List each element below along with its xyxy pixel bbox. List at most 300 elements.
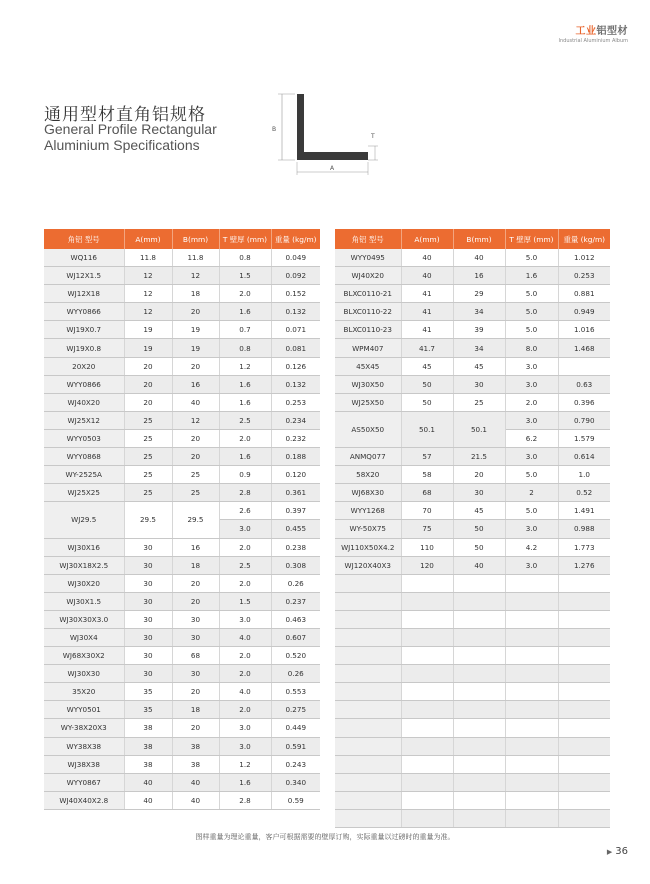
- cell-thickness: 4.0: [219, 628, 271, 646]
- cell-model: ANMQ077: [335, 448, 401, 466]
- cell-a: 30: [124, 665, 172, 683]
- table-row-empty: [335, 719, 610, 737]
- cell-b: [453, 628, 505, 646]
- cell-thickness: 0.9: [219, 466, 271, 484]
- cell-b: 40: [172, 773, 219, 791]
- cell-weight: 1.0: [558, 466, 610, 484]
- table-row-empty: [335, 737, 610, 755]
- cell-b: 20: [172, 683, 219, 701]
- cell-thickness: [505, 701, 558, 719]
- table-row: [44, 393, 320, 411]
- cell-model: [335, 701, 401, 719]
- cell-weight: 0.520: [271, 647, 320, 665]
- cell-b: 30: [453, 375, 505, 393]
- table-row: [44, 773, 320, 791]
- angle-profile-diagram: [268, 86, 388, 178]
- cell-b: [453, 755, 505, 773]
- page-title-en: [44, 121, 217, 153]
- cell-a: [401, 737, 453, 755]
- cell-model: WJ30X20: [44, 574, 124, 592]
- table-row: [44, 267, 320, 285]
- table-row: [44, 592, 320, 610]
- table-row: [44, 791, 320, 809]
- cell-a: 12: [124, 285, 172, 303]
- cell-b: 11.8: [172, 249, 219, 267]
- cell-thickness: 2.0: [219, 429, 271, 447]
- cell-thickness: 2.0: [219, 285, 271, 303]
- cell-a: 25: [124, 429, 172, 447]
- brand-name-en: Industrial Aluminium Album: [558, 38, 628, 44]
- col-header-a: A(mm): [124, 229, 172, 249]
- table-row: [335, 484, 610, 502]
- table-row-empty: [335, 592, 610, 610]
- cell-b: 25: [453, 393, 505, 411]
- cell-model: [335, 592, 401, 610]
- cell-a: 40: [124, 773, 172, 791]
- cell-weight: 0.52: [558, 484, 610, 502]
- table-row: [44, 755, 320, 773]
- cell-model: [335, 574, 401, 592]
- cell-a: 30: [124, 592, 172, 610]
- table-row-empty: [335, 791, 610, 809]
- cell-b: 30: [453, 484, 505, 502]
- cell-a: [401, 574, 453, 592]
- col-header-weight: 重量 (kg/m): [558, 229, 610, 249]
- cell-thickness: 2.0: [219, 538, 271, 556]
- page-number: [607, 846, 628, 857]
- cell-weight: [558, 737, 610, 755]
- cell-b: [453, 791, 505, 809]
- cell-a: 40: [401, 267, 453, 285]
- cell-thickness: 1.6: [219, 375, 271, 393]
- cell-weight: 1.491: [558, 502, 610, 520]
- table-row: [335, 556, 610, 574]
- cell-b: 29.5: [172, 502, 219, 538]
- col-header-thickness: T 壁厚 (mm): [219, 229, 271, 249]
- cell-b: 34: [453, 303, 505, 321]
- cell-weight: 0.396: [558, 393, 610, 411]
- cell-b: [453, 773, 505, 791]
- cell-b: 12: [172, 411, 219, 429]
- table-row: [44, 737, 320, 755]
- cell-a: [401, 719, 453, 737]
- table-row: [44, 683, 320, 701]
- cell-thickness: 3.0: [505, 411, 558, 429]
- cell-b: 20: [453, 466, 505, 484]
- cell-model: WJ30X1.5: [44, 592, 124, 610]
- cell-model: [335, 683, 401, 701]
- table-row: [335, 339, 610, 357]
- cell-thickness: 5.0: [505, 285, 558, 303]
- brand-accent-text: 工业: [575, 26, 597, 37]
- cell-a: [401, 628, 453, 646]
- cell-a: 11.8: [124, 249, 172, 267]
- cell-b: 18: [172, 285, 219, 303]
- cell-b: 30: [172, 628, 219, 646]
- cell-a: [401, 647, 453, 665]
- table-row-empty: [335, 809, 610, 827]
- cell-b: [453, 665, 505, 683]
- cell-b: 40: [453, 556, 505, 574]
- table-row-empty: [335, 701, 610, 719]
- cell-model: BLXC0110-21: [335, 285, 401, 303]
- table-row: [44, 502, 320, 520]
- cell-b: 20: [172, 429, 219, 447]
- cell-weight: [558, 683, 610, 701]
- cell-weight: [558, 628, 610, 646]
- cell-model: WJ25X12: [44, 411, 124, 429]
- page-title-en-line2: Aluminium Specifications: [44, 137, 200, 153]
- cell-weight: 0.081: [271, 339, 320, 357]
- cell-thickness: 3.0: [505, 375, 558, 393]
- cell-a: 41.7: [401, 339, 453, 357]
- cell-model: [335, 719, 401, 737]
- cell-b: [453, 647, 505, 665]
- cell-weight: [558, 592, 610, 610]
- page-title-cn: 通用型材直角铝规格: [44, 105, 206, 125]
- cell-a: 57: [401, 448, 453, 466]
- cell-b: [453, 610, 505, 628]
- cell-thickness: [505, 737, 558, 755]
- cell-model: [335, 665, 401, 683]
- cell-a: 40: [124, 791, 172, 809]
- cell-weight: 1.016: [558, 321, 610, 339]
- table-row: [44, 628, 320, 646]
- cell-model: WYY0503: [44, 429, 124, 447]
- cell-model: WY38X38: [44, 737, 124, 755]
- cell-a: 41: [401, 321, 453, 339]
- cell-weight: 0.253: [558, 267, 610, 285]
- spec-table-right: [335, 229, 610, 828]
- cell-a: 50: [401, 375, 453, 393]
- cell-model: WJ30X4: [44, 628, 124, 646]
- cell-model: WYY0501: [44, 701, 124, 719]
- cell-model: [335, 647, 401, 665]
- cell-weight: 0.238: [271, 538, 320, 556]
- cell-a: 30: [124, 610, 172, 628]
- cell-b: 20: [172, 303, 219, 321]
- cell-b: 19: [172, 339, 219, 357]
- table-row-empty: [335, 647, 610, 665]
- cell-b: [453, 683, 505, 701]
- cell-a: [401, 791, 453, 809]
- cell-thickness: [505, 809, 558, 827]
- table-row: [335, 267, 610, 285]
- cell-b: 50: [453, 538, 505, 556]
- table-row: [44, 321, 320, 339]
- col-header-model: 角铝 型号: [44, 229, 124, 249]
- cell-weight: 0.253: [271, 393, 320, 411]
- diagram-b-dimension: [272, 94, 295, 160]
- cell-model: WYY1268: [335, 502, 401, 520]
- cell-thickness: 1.2: [219, 357, 271, 375]
- table-row: [335, 303, 610, 321]
- cell-weight: 0.275: [271, 701, 320, 719]
- cell-weight: 0.120: [271, 466, 320, 484]
- table-row: [44, 665, 320, 683]
- cell-weight: 0.132: [271, 303, 320, 321]
- table-row: [44, 538, 320, 556]
- cell-a: 19: [124, 339, 172, 357]
- table-row: [44, 303, 320, 321]
- cell-thickness: 1.6: [219, 393, 271, 411]
- cell-b: [453, 737, 505, 755]
- cell-weight: 0.308: [271, 556, 320, 574]
- cell-model: WQ116: [44, 249, 124, 267]
- cell-weight: 0.132: [271, 375, 320, 393]
- table-row: [44, 339, 320, 357]
- cell-a: 120: [401, 556, 453, 574]
- cell-thickness: 2.8: [219, 791, 271, 809]
- cell-thickness: [505, 719, 558, 737]
- cell-thickness: 2.0: [219, 574, 271, 592]
- cell-weight: [558, 755, 610, 773]
- cell-thickness: [505, 592, 558, 610]
- cell-weight: 1.276: [558, 556, 610, 574]
- cell-model: [335, 755, 401, 773]
- cell-a: 20: [124, 393, 172, 411]
- cell-b: 50: [453, 520, 505, 538]
- table-row: [335, 411, 610, 429]
- cell-weight: [558, 773, 610, 791]
- cell-b: 39: [453, 321, 505, 339]
- cell-weight: [558, 665, 610, 683]
- cell-weight: 0.188: [271, 448, 320, 466]
- cell-thickness: [505, 574, 558, 592]
- cell-b: 12: [172, 267, 219, 285]
- cell-b: 20: [172, 357, 219, 375]
- cell-thickness: [505, 755, 558, 773]
- cell-model: WJ25X25: [44, 484, 124, 502]
- cell-thickness: 3.0: [505, 357, 558, 375]
- cell-thickness: 5.0: [505, 502, 558, 520]
- cell-b: 40: [453, 249, 505, 267]
- cell-b: 25: [172, 466, 219, 484]
- cell-a: 30: [124, 556, 172, 574]
- cell-model: WJ38X38: [44, 755, 124, 773]
- cell-model: AS50X50: [335, 411, 401, 447]
- cell-model: 20X20: [44, 357, 124, 375]
- diagram-label-b: B: [272, 126, 277, 133]
- table-header-row: [335, 229, 610, 249]
- cell-a: 38: [124, 737, 172, 755]
- col-header-weight: 重量 (kg/m): [271, 229, 320, 249]
- table-row: [44, 556, 320, 574]
- cell-a: 29.5: [124, 502, 172, 538]
- cell-weight: 0.26: [271, 574, 320, 592]
- cell-model: WYY0867: [44, 773, 124, 791]
- cell-a: 35: [124, 683, 172, 701]
- table-row-empty: [335, 683, 610, 701]
- cell-thickness: 0.7: [219, 321, 271, 339]
- cell-model: 58X20: [335, 466, 401, 484]
- cell-a: 75: [401, 520, 453, 538]
- cell-b: 30: [172, 665, 219, 683]
- cell-model: 45X45: [335, 357, 401, 375]
- cell-weight: [558, 719, 610, 737]
- cell-a: 12: [124, 303, 172, 321]
- cell-b: 68: [172, 647, 219, 665]
- table-row: [44, 357, 320, 375]
- cell-model: [335, 737, 401, 755]
- cell-model: 35X20: [44, 683, 124, 701]
- col-header-a: A(mm): [401, 229, 453, 249]
- cell-model: WYY0495: [335, 249, 401, 267]
- cell-model: WY-38X20X3: [44, 719, 124, 737]
- cell-model: WJ68X30X2: [44, 647, 124, 665]
- cell-a: 30: [124, 647, 172, 665]
- cell-thickness: 1.6: [505, 267, 558, 285]
- cell-a: 45: [401, 357, 453, 375]
- cell-weight: 1.468: [558, 339, 610, 357]
- cell-thickness: 6.2: [505, 429, 558, 447]
- cell-weight: 0.049: [271, 249, 320, 267]
- table-row: [44, 719, 320, 737]
- cell-model: WYY0868: [44, 448, 124, 466]
- cell-b: 20: [172, 592, 219, 610]
- cell-thickness: 5.0: [505, 303, 558, 321]
- cell-a: 38: [124, 719, 172, 737]
- cell-weight: [558, 701, 610, 719]
- table-row: [44, 411, 320, 429]
- table-row: [335, 249, 610, 267]
- table-row: [44, 610, 320, 628]
- cell-thickness: 2.5: [219, 411, 271, 429]
- cell-model: [335, 773, 401, 791]
- cell-b: 20: [172, 574, 219, 592]
- table-row-empty: [335, 574, 610, 592]
- cell-model: WY-2525A: [44, 466, 124, 484]
- cell-weight: 0.790: [558, 411, 610, 429]
- col-header-model: 角铝 型号: [335, 229, 401, 249]
- cell-a: [401, 755, 453, 773]
- cell-weight: 0.397: [271, 502, 320, 520]
- cell-b: 34: [453, 339, 505, 357]
- cell-a: 25: [124, 484, 172, 502]
- cell-b: 40: [172, 393, 219, 411]
- cell-weight: 0.949: [558, 303, 610, 321]
- table-row: [335, 357, 610, 375]
- cell-thickness: [505, 773, 558, 791]
- table-row: [335, 321, 610, 339]
- cell-weight: 0.092: [271, 267, 320, 285]
- cell-a: [401, 701, 453, 719]
- cell-a: 58: [401, 466, 453, 484]
- cell-weight: 0.071: [271, 321, 320, 339]
- cell-model: WPM407: [335, 339, 401, 357]
- cell-thickness: 2.5: [219, 556, 271, 574]
- cell-thickness: 1.6: [219, 448, 271, 466]
- cell-thickness: 1.2: [219, 755, 271, 773]
- cell-weight: 0.614: [558, 448, 610, 466]
- cell-weight: 0.361: [271, 484, 320, 502]
- cell-a: 20: [124, 357, 172, 375]
- cell-model: WJ19X0.8: [44, 339, 124, 357]
- col-header-b: B(mm): [453, 229, 505, 249]
- cell-b: [453, 592, 505, 610]
- cell-weight: [558, 574, 610, 592]
- cell-weight: [558, 647, 610, 665]
- cell-b: 16: [172, 375, 219, 393]
- table-row: [44, 574, 320, 592]
- cell-thickness: 3.0: [505, 448, 558, 466]
- cell-a: 30: [124, 574, 172, 592]
- cell-thickness: 3.0: [219, 719, 271, 737]
- cell-model: WYY0866: [44, 303, 124, 321]
- table-row-empty: [335, 628, 610, 646]
- cell-thickness: 2.0: [219, 701, 271, 719]
- table-row-empty: [335, 773, 610, 791]
- cell-thickness: 0.8: [219, 339, 271, 357]
- cell-weight: 0.463: [271, 610, 320, 628]
- table-row-empty: [335, 665, 610, 683]
- cell-a: 30: [124, 538, 172, 556]
- cell-thickness: [505, 628, 558, 646]
- cell-b: 16: [172, 538, 219, 556]
- table-row: [335, 393, 610, 411]
- cell-model: [335, 628, 401, 646]
- cell-a: 20: [124, 375, 172, 393]
- diagram-a-dimension: [297, 162, 368, 175]
- cell-model: WJ19X0.7: [44, 321, 124, 339]
- cell-model: WJ30X50: [335, 375, 401, 393]
- table-row: [335, 502, 610, 520]
- cell-thickness: 4.2: [505, 538, 558, 556]
- cell-a: 41: [401, 285, 453, 303]
- table-row: [335, 520, 610, 538]
- cell-model: WJ12X18: [44, 285, 124, 303]
- cell-b: [453, 719, 505, 737]
- cell-model: WJ29.5: [44, 502, 124, 538]
- cell-thickness: [505, 683, 558, 701]
- cell-b: [453, 809, 505, 827]
- cell-thickness: 2.6: [219, 502, 271, 520]
- table-row: [335, 466, 610, 484]
- cell-b: 18: [172, 701, 219, 719]
- cell-thickness: 2.8: [219, 484, 271, 502]
- diagram-t-dimension: [368, 133, 378, 160]
- cell-thickness: 8.0: [505, 339, 558, 357]
- cell-a: 35: [124, 701, 172, 719]
- table-row: [44, 647, 320, 665]
- cell-model: WYY0866: [44, 375, 124, 393]
- cell-weight: 0.237: [271, 592, 320, 610]
- cell-a: 30: [124, 628, 172, 646]
- cell-a: 25: [124, 411, 172, 429]
- table-row: [44, 701, 320, 719]
- cell-model: BLXC0110-23: [335, 321, 401, 339]
- table-row: [335, 538, 610, 556]
- cell-b: 40: [172, 791, 219, 809]
- cell-weight: 0.234: [271, 411, 320, 429]
- cell-a: 70: [401, 502, 453, 520]
- cell-thickness: 5.0: [505, 321, 558, 339]
- cell-thickness: 1.6: [219, 303, 271, 321]
- cell-thickness: 4.0: [219, 683, 271, 701]
- page-arrow-icon: ▶: [606, 848, 613, 856]
- cell-b: 16: [453, 267, 505, 285]
- cell-b: [453, 574, 505, 592]
- diagram-label-a: A: [330, 165, 335, 172]
- cell-b: 45: [453, 357, 505, 375]
- cell-model: WJ30X30: [44, 665, 124, 683]
- table-row: [44, 484, 320, 502]
- cell-thickness: 1.6: [219, 773, 271, 791]
- cell-weight: 0.26: [271, 665, 320, 683]
- col-header-b: B(mm): [172, 229, 219, 249]
- cell-weight: 0.455: [271, 520, 320, 538]
- cell-thickness: 0.8: [219, 249, 271, 267]
